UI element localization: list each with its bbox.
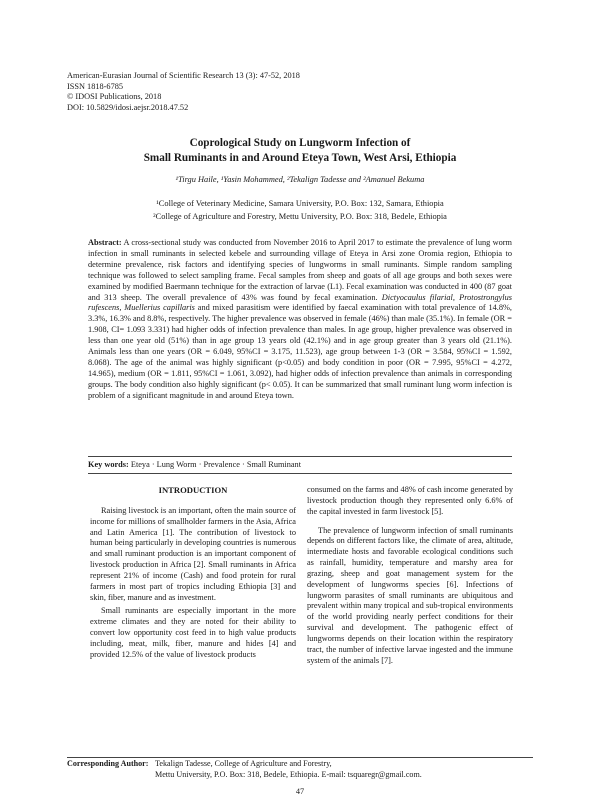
footnote-rule xyxy=(67,757,533,758)
introduction-heading: INTRODUCTION xyxy=(158,485,228,495)
footnote-line-2: Mettu University, P.O. Box: 318, Bedele, Ethiopia. E-mail: tsquaregr@gmail.com. xyxy=(155,769,422,779)
abstract-species: Dictyocaulus filarial, Protostrongylus rufescens, Muellerius capillaris xyxy=(88,292,512,313)
affiliations xyxy=(60,198,540,223)
page-number: 47 xyxy=(295,787,305,796)
abstract-label: Abstract: xyxy=(88,238,122,247)
affiliation-2: ²College of Agriculture and Forestry, Mettu University, P.O. Box: 318, Bedele, Ethiopia xyxy=(153,211,447,221)
journal-copyright: © IDOSI Publications, 2018 xyxy=(67,92,162,102)
paper-title-line-2: Small Ruminants in and Around Eteya Town, West Arsi, Ethiopia xyxy=(143,151,457,164)
journal-issn: ISSN 1818-6785 xyxy=(67,81,124,91)
right-column xyxy=(307,485,513,670)
footnote-line-1: Tekalign Tadesse, College of Agriculture and Forestry, xyxy=(155,759,332,768)
abstract xyxy=(88,238,512,402)
corresponding-author-footnote xyxy=(67,759,533,780)
keywords-label: Key words: xyxy=(88,460,129,469)
keywords-bottom-rule xyxy=(88,473,512,474)
left-column xyxy=(90,485,296,664)
intro-paragraph-3: The prevalence of lungworm infection of small ruminants depends on different factors like, the climate of area, altitude, intermediate hosts and favorable ecological conditions such as rainfall, humidity, temperature and marshy area for grazing, sheep and goat management system for the development of lungworms species [6]. Infections of lungworm parasites of small ruminants are ubiquitous and prevalent within many tropical and sub-tropical environments of the world providing nearly perfect conditions for their survival and development. The pathogenic effect of lungworms depends on their location within the respiratory tract, the number of infective larvae ingested and the immune system of the animals [7]. xyxy=(307,525,513,665)
author-list: ¹Tirgu Haile, ¹Yasin Mohammed, ²Tekalign Tadesse and ²Amanuel Bekuma xyxy=(175,175,425,184)
intro-paragraph-2-continued: consumed on the farms and 48% of cash income generated by livestock production though they represented only 6.6% of the capital invested in farm livestock [5]. xyxy=(307,485,513,516)
journal-doi: DOI: 10.5829/idosi.aejsr.2018.47.52 xyxy=(67,102,189,112)
keywords xyxy=(88,460,512,469)
keywords-text: Eteya · Lung Worm · Prevalence · Small Ruminant xyxy=(128,460,302,469)
affiliation-1: ¹College of Veterinary Medicine, Samara University, P.O. Box: 132, Samara, Ethiopia xyxy=(156,199,444,208)
abstract-text-1: A cross-sectional study was conducted from November 2016 to April 2017 to estimate the prevalence of lung worm infection in small ruminants in selected kebele and surrounding village of Eteya in Arsi zone Oromia region, Ethiopia to determine prevalence, risk factors and identifying species of lungworms in small ruminants. Simple random sampling technique was followed to select sampling frame. Fecal samples from sheep and goats of all age groups and both sexes were examined by modified Baermann technique for the extraction of larvae (L1). Fecal examination was conducted in 400 (87 goat and 313 sheep. The overall prevalence of 43% was found by fecal examination. xyxy=(88,238,512,302)
paper-title xyxy=(60,136,540,165)
abstract-text-2: and mixed parasitism were identified by faecal examination with total prevalence of 14.8%, 3.3%, 16.3% and 8.8%, respectively. The higher prevalence was observed in female (46%) than male (35.1%). In female (OR = 1.908, CI= 1.093 3.331) had higher odds of infection prevalence than males. In age group, higher prevalence was observed in less than one year old (51%) than in age group 13 years old (42.1%) and in age group greater than 3 years old (21.1%). Animals less than one years (OR = 6.049, 95%CI = 3.175, 11.523), age group between 1-3 (OR = 3.584, 95%CI = 1.592, 8.068). The age of the animal was highly significant (p<0.05) and body condition in poor (OR = 7.995, 95%CI = 4.272, 14.965), medium (OR = 1.811, 95%CI = 1.061, 3.092), had higher odds of infection prevalence than animals in corresponding groups. The body condition also highly significant (p< 0.05). It can be summarized that small ruminant lung worm infection is problem of a significant magnitude in and around Eteya town. xyxy=(88,303,512,400)
intro-paragraph-1: Raising livestock is an important, often the main source of income for millions of smallholder farmers in the Asia, Africa and Latin America [1]. The contribution of livestock to human being particularly in developing countries is numerous and small ruminant production is an important component of livestock production in Africa [2]. Small ruminants in Africa represent 21% of income (Cash) and food protein for rural farmers in most part of tropics including Ethiopia [3] and skin, fiber, manure and as investment. xyxy=(90,505,296,602)
journal-info xyxy=(67,71,387,113)
intro-paragraph-2: Small ruminants are especially important in the more extreme climates and they are noted for their ability to convert low opportunity cost feed in to high value products including, meat, milk, fiber, manure and hides [4] and provided 12.5% of the value of livestock products xyxy=(90,606,296,659)
paper-title-line-1: Coprological Study on Lungworm Infection of xyxy=(189,137,411,149)
keywords-top-rule xyxy=(88,456,512,457)
journal-citation: American-Eurasian Journal of Scientific Research 13 (3): 47-52, 2018 xyxy=(67,71,300,80)
footnote-label: Corresponding Author: xyxy=(67,759,149,768)
